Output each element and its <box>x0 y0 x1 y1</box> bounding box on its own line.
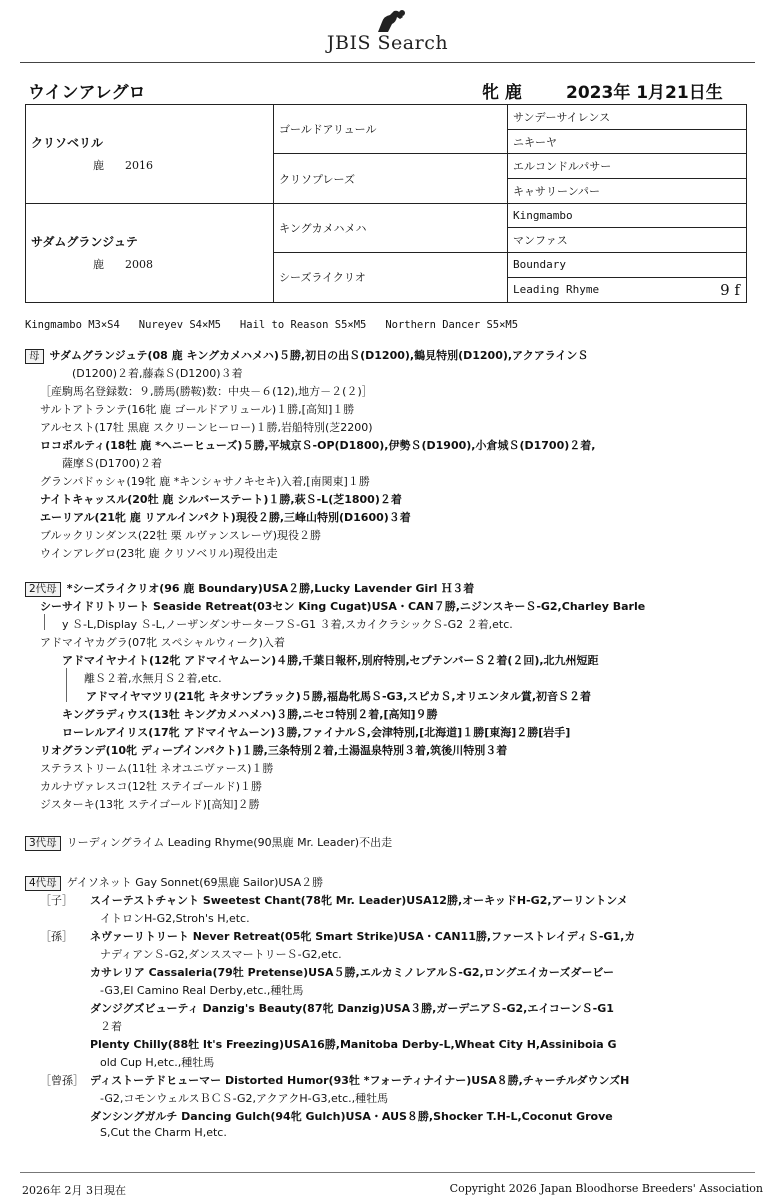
descendant-line: ナディアンＳ-G2,ダンススマートリーＳ-G2,etc. <box>100 948 342 961</box>
sire-info: 鹿 2016 <box>93 159 153 173</box>
descendant-line[interactable]: ダンジグズビューティ Danzig's Beauty(87牝 Danzig)USA３勝,ガーデニアＳ-G2,エイコーンＳ-G1 <box>90 1002 614 1015</box>
sire-name[interactable]: クリソベリル <box>31 136 104 151</box>
generation-label: ［孫］ <box>40 930 73 943</box>
generation-label: ［曾孫］ <box>40 1074 84 1087</box>
descendant-line: old Cup H,etc.,種牡馬 <box>100 1056 215 1069</box>
offspring-line[interactable]: アドマイヤマツリ(21牝 キタサンブラック)５勝,福島牝馬Ｓ-G3,スピカＳ,オリエンタル賞,初音Ｓ２着 <box>86 690 592 703</box>
pedigree-gen3-cell[interactable]: Boundary <box>508 253 747 278</box>
offspring-line[interactable]: ナイトキャッスル(20牡 鹿 シルバーステート)１勝,萩Ｓ-L(芝1800)２着 <box>40 493 402 506</box>
second-dam-line: 2代母 *シーズライクリオ(96 鹿 Boundary)USA２勝,Lucky Lavender Girl Ｈ３着 <box>25 580 474 597</box>
copyright: Copyright 2026 Japan Bloodhorse Breeders' Association <box>449 1182 763 1195</box>
offspring-line[interactable]: ロコポルティ(18牡 鹿 *ヘニーヒューズ)５勝,平城京Ｓ-OP(D1800),伊勢Ｓ(D1900),小倉城Ｓ(D1700)２着, <box>40 439 596 452</box>
offspring-line[interactable]: アルセスト(17牡 黒鹿 スクリーンヒーロー)１勝,岩船特別(芝2200) <box>40 421 373 434</box>
logo-text: JBIS Search <box>326 32 449 54</box>
offspring-line[interactable]: サルトアトランテ(16牝 鹿 ゴールドアリュール)１勝,[高知]１勝 <box>40 403 355 416</box>
offspring-line: 薩摩Ｓ(D1700)２着 <box>62 457 163 470</box>
offspring-line[interactable]: カルナヴァレスコ(12牡 ステイゴールド)１勝 <box>40 780 262 793</box>
offspring-line[interactable]: ウインアレグロ(23牝 鹿 クリソベリル)現役出走 <box>40 547 278 560</box>
descendant-line: -G2,コモンウェルスＢＣＳ-G2,アクアクH-G3,etc.,種牡馬 <box>100 1092 389 1105</box>
section-tag-4th-dam: 4代母 <box>25 876 61 891</box>
pedigree-gen3-cell[interactable]: Kingmambo <box>508 203 747 228</box>
generation-label: ［子］ <box>40 894 73 907</box>
pedigree-gen3-cell[interactable]: サンデーサイレンス <box>508 105 747 130</box>
pedigree-gen3-cell[interactable]: エルコンドルパサー <box>508 154 747 179</box>
offspring-line: 離Ｓ２着,水無月Ｓ２着,etc. <box>84 672 222 685</box>
third-dam-line: 3代母 リーディングライム Leading Rhyme(90黒鹿 Mr. Leader)不出走 <box>25 834 392 851</box>
descendant-line[interactable]: スイーテストチャント Sweetest Chant(78牝 Mr. Leader)USA12勝,オーキッドH-G2,アーリントンメ <box>90 894 628 907</box>
offspring-line[interactable]: ローレルアイリス(17牝 アドマイヤムーン)３勝,ファイナルＳ,会津特別,[北海道]１勝[東海]２勝[岩手] <box>62 726 571 739</box>
descendant-line[interactable]: カサレリア Cassaleria(79牡 Pretense)USA５勝,エルカミノレアルＳ-G2,ロングエイカーズダービー <box>90 966 614 979</box>
pedigree-gen2-cell[interactable]: クリソプレーズ <box>274 154 508 203</box>
descendant-line: -G3,El Camino Real Derby,etc.,種牡馬 <box>100 984 304 997</box>
pedigree-gen2-cell[interactable]: シーズライクリオ <box>274 253 508 302</box>
offspring-line[interactable]: シーサイドリトリート Seaside Retreat(03セン King Cugat)USA・CAN７勝,ニジンスキーＳ-G2,Charley Barle <box>40 600 646 613</box>
offspring-line[interactable]: グランパドゥシャ(19牝 鹿 *キンシャサノキセキ)入着,[南関東]１勝 <box>40 475 370 488</box>
dam-name[interactable]: サダムグランジュテ <box>31 235 138 250</box>
section-tag-2nd-dam: 2代母 <box>25 582 61 597</box>
as-of-date: 2026年 2月 3日現在 <box>22 1184 126 1197</box>
descendant-line[interactable]: ダンシングガルチ Dancing Gulch(94牝 Gulch)USA・AUS８勝,Shocker T.H-L,Coconut Grove <box>90 1110 613 1123</box>
offspring-line[interactable]: アドマイヤナイト(12牝 アドマイヤムーン)４勝,千葉日報杯,別府特別,セプテンバーＳ２着(２回),北九州短距 <box>62 654 599 667</box>
horse-name: ウインアレグロ <box>28 83 146 103</box>
offspring-line[interactable]: ジスターキ(13牝 ステイゴールド)[高知]２勝 <box>40 798 260 811</box>
pedigree-gen2-cell[interactable]: キングカメハメハ <box>274 203 508 252</box>
dam-line: ［産駒馬名登録数：９,勝馬(勝鞍)数：中央－６(12),地方－２(２)］ <box>40 385 373 398</box>
header-divider <box>20 62 755 63</box>
offspring-line[interactable]: エーリアル(21牝 鹿 リアルインパクト)現役２勝,三峰山特別(D1600)３着 <box>40 511 411 524</box>
descendant-line: イトロンH-G2,Stroh's H,etc. <box>100 912 250 925</box>
dam-info: 鹿 2008 <box>93 258 153 272</box>
fourth-dam-line: 4代母 ゲイソネット Gay Sonnet(69黒鹿 Sailor)USA２勝 <box>25 874 323 891</box>
tree-connector <box>44 614 45 630</box>
footer-divider <box>20 1172 755 1173</box>
offspring-line: y Ｓ-L,Display Ｓ-L,ノーザンダンサーターフＳ-G1 ３着,スカイクラシックＳ-G2 ２着,etc. <box>62 618 513 631</box>
sex-color: 牝 鹿 <box>482 83 522 103</box>
section-tag-3rd-dam: 3代母 <box>25 836 61 851</box>
pedigree-sire-cell <box>26 105 274 204</box>
descendant-line: S,Cut the Charm H,etc. <box>100 1126 227 1139</box>
pedigree-gen3-name[interactable]: Leading Rhyme <box>513 283 600 297</box>
pedigree-gen3-cell[interactable]: マンファス <box>508 228 747 253</box>
descendant-line[interactable]: ディストーテドヒューマー Distorted Humor(93牡 *フォーティナイナー)USA８勝,チャーチルダウンズH <box>90 1074 630 1087</box>
pedigree-gen2-cell[interactable]: ゴールドアリュール <box>274 105 508 154</box>
pedigree-gen3-cell[interactable]: キャサリーンパー <box>508 179 747 204</box>
pedigree-dam-cell <box>26 203 274 302</box>
pedigree-gen3-cell <box>508 277 747 302</box>
tree-connector <box>66 668 67 702</box>
descendant-line[interactable]: Plenty Chilly(88牡 It's Freezing)USA16勝,Manitoba Derby-L,Wheat City H,Assiniboia G <box>90 1038 617 1051</box>
birth-date: 2023年 1月21日生 <box>566 83 723 103</box>
dam-line: (D1200)２着,藤森Ｓ(D1200)３着 <box>72 367 243 380</box>
section-tag-dam: 母 <box>25 349 44 364</box>
dam-line: 母 サダムグランジュテ(08 鹿 キングカメハメハ)５勝,初日の出Ｓ(D1200),鶴見特別(D1200),アクアラインＳ <box>25 347 588 364</box>
offspring-line[interactable]: キングラディウス(13牡 キングカメハメハ)３勝,ニセコ特別２着,[高知]９勝 <box>62 708 438 721</box>
pedigree-table <box>25 104 747 303</box>
inbreeding-line: Kingmambo M3×S4 Nureyev S4×M5 Hail to Reason S5×M5 Northern Dancer S5×M5 <box>25 319 519 331</box>
offspring-line[interactable]: ブルックリンダンス(22牡 栗 ルヴァンスレーヴ)現役２勝 <box>40 529 322 542</box>
offspring-line[interactable]: ステラストリーム(11牡 ネオユニヴァース)１勝 <box>40 762 274 775</box>
pedigree-gen3-cell[interactable]: ニキーヤ <box>508 129 747 154</box>
offspring-line[interactable]: アドマイヤカグラ(07牝 スペシャルウィーク)入着 <box>40 636 285 649</box>
family-number: 9 f <box>720 280 740 299</box>
descendant-line: ２着 <box>100 1020 122 1033</box>
offspring-line[interactable]: リオグランデ(10牝 ディープインパクト)１勝,三条特別２着,土湯温泉特別３着,筑後川特別３着 <box>40 744 508 757</box>
descendant-line[interactable]: ネヴァーリトリート Never Retreat(05牝 Smart Strike)USA・CAN11勝,ファーストレイディＳ-G1,カ <box>90 930 636 943</box>
